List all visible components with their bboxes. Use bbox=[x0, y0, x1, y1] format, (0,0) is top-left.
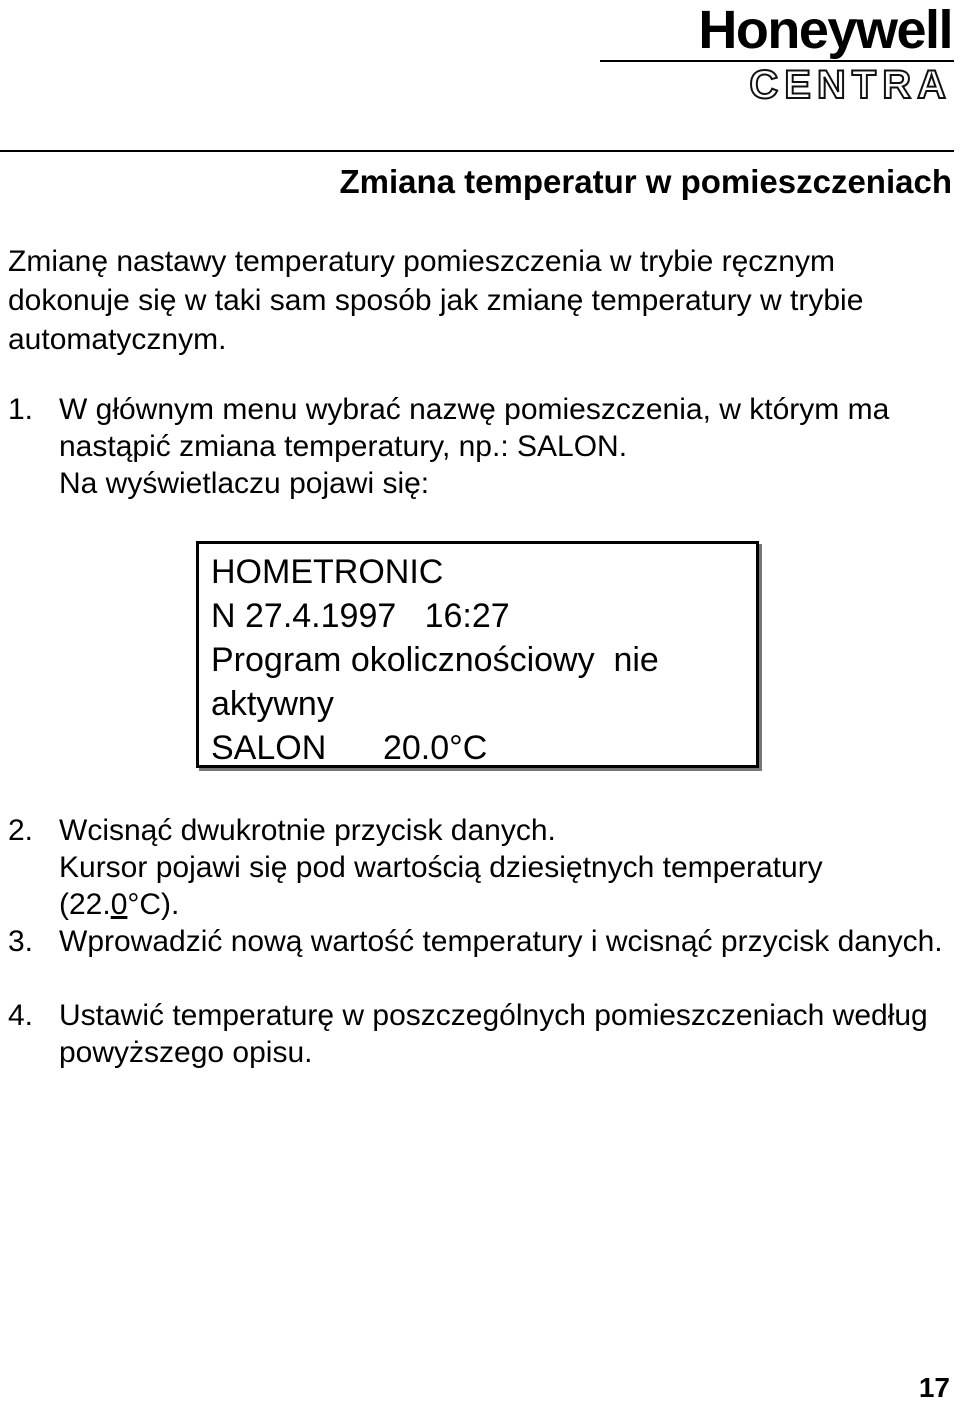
page-number: 17 bbox=[918, 1372, 950, 1403]
display-line: N 27.4.1997 16:27 bbox=[211, 597, 510, 635]
intro-paragraph: Zmianę nastawy temperatury pomieszczenia w trybie ręcznym dokonuje się w taki sam sposób jak zmianę temperatury w trybie automatycznym. bbox=[8, 245, 864, 356]
display-line: aktywny bbox=[211, 685, 334, 723]
step-number: 3. bbox=[8, 925, 34, 958]
display-line: HOMETRONIC bbox=[211, 553, 444, 591]
step-3 bbox=[8, 923, 948, 960]
step-number: 4. bbox=[8, 999, 34, 1032]
step-1 bbox=[8, 391, 948, 502]
value-prefix: (22. bbox=[59, 888, 111, 921]
step-2 bbox=[8, 812, 948, 923]
header-rule-top bbox=[600, 60, 954, 62]
product-name: CENTRA bbox=[749, 63, 952, 107]
step-number: 1. bbox=[8, 393, 34, 426]
step-number: 2. bbox=[8, 814, 34, 847]
step-text: Wprowadzić nową wartość temperatury i wcisnąć przycisk danych. bbox=[59, 925, 943, 958]
brand-logo bbox=[672, 2, 952, 106]
value-suffix: °C). bbox=[127, 888, 180, 921]
step-text: W głównym menu wybrać nazwę pomieszczenia, w którym ma nastąpić zmiana temperatury, np.: SALON. bbox=[59, 393, 890, 463]
lcd-display bbox=[196, 541, 759, 768]
step-4 bbox=[8, 997, 948, 1071]
step-text: Ustawić temperaturę w poszczególnych pomieszczeniach według powyższego opisu. bbox=[59, 999, 928, 1069]
temperature-example bbox=[59, 886, 948, 923]
section-title: Zmiana temperatur w pomieszczeniach bbox=[339, 163, 952, 200]
header-rule-bottom bbox=[0, 150, 954, 152]
brand-name: Honeywell bbox=[698, 0, 952, 60]
step-text: Wcisnąć dwukrotnie przycisk danych. bbox=[59, 814, 556, 847]
step-text: Kursor pojawi się pod wartością dziesiętnych temperatury bbox=[59, 851, 823, 884]
display-line: SALON 20.0°C bbox=[211, 729, 488, 767]
step-text: Na wyświetlaczu pojawi się: bbox=[59, 467, 430, 500]
display-line: Program okolicznościowy nie bbox=[211, 641, 659, 679]
cursor-digit: 0 bbox=[110, 888, 128, 921]
